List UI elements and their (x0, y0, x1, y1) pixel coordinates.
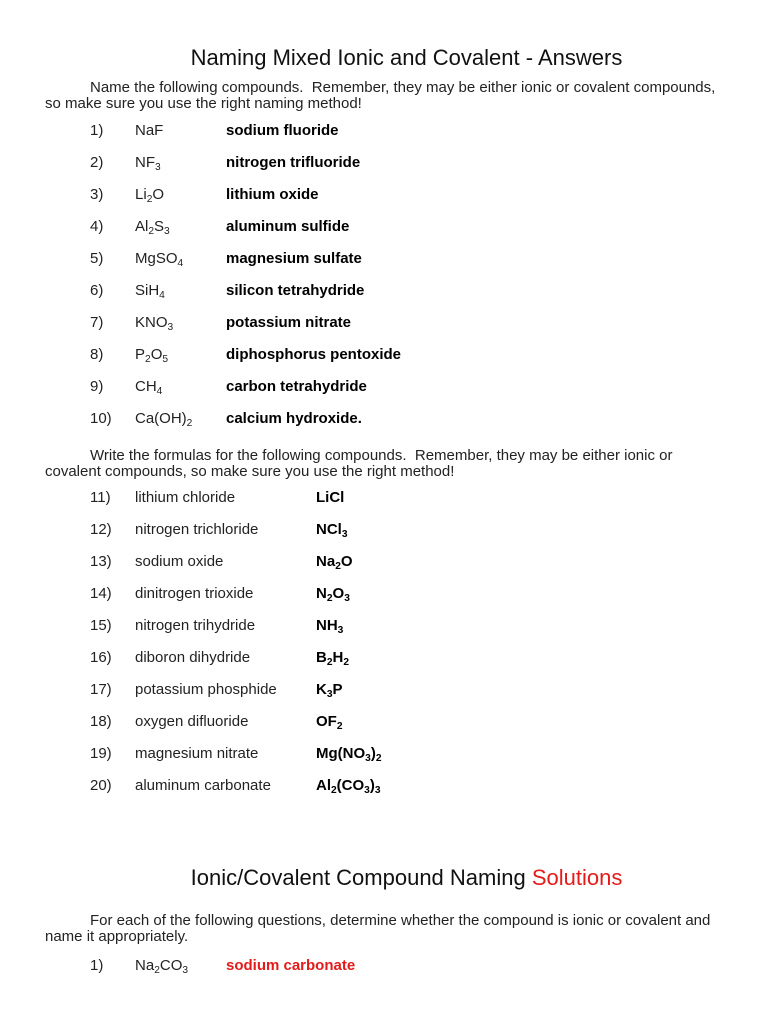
question-row (0, 218, 768, 236)
question-row (0, 122, 768, 140)
answer-formula: $B_2H_2$ (316, 649, 350, 669)
answer-name: diphosphorus pentoxide (226, 346, 401, 363)
question-row (0, 649, 768, 667)
question-row (0, 681, 768, 699)
answer-formula: $Na_2O$ (316, 553, 353, 573)
question-row (0, 957, 768, 975)
question-number: 20) (90, 777, 112, 794)
question-row (0, 553, 768, 571)
formula-instructions-line: Write the formulas for the following compounds. Remember, they may be either ionic or (90, 447, 673, 464)
answer-name: calcium hydroxide. (226, 410, 362, 427)
compound-name: sodium oxide (135, 553, 224, 570)
answer-name: lithium oxide (226, 186, 319, 203)
question-row (0, 777, 768, 795)
compound-name: diboron dihydride (135, 649, 251, 666)
naming-instructions-line: Name the following compounds. Remember, they may be either ionic or covalent compounds, (90, 79, 716, 96)
question-row (0, 521, 768, 539)
answer-formula: $Al_2(CO_3)_3$ (316, 777, 381, 797)
compound-name: magnesium nitrate (135, 745, 259, 762)
compound-formula: $NF_3$ (135, 154, 161, 174)
naming-question-list (0, 122, 768, 430)
compound-name: aluminum carbonate (135, 777, 271, 794)
question-number: 5) (90, 250, 104, 267)
answer-formula: $OF_2$ (316, 713, 343, 733)
question-number: 15) (90, 617, 112, 634)
naming-instructions-line: so make sure you use the right naming method! (45, 95, 362, 112)
question-number: 14) (90, 585, 112, 602)
answer-formula: $N_2O_3$ (316, 585, 350, 605)
answer-name: aluminum sulfide (226, 218, 350, 235)
answer-name: sodium fluoride (226, 122, 339, 139)
answer-name: sodium carbonate (226, 957, 356, 974)
answer-name: nitrogen trifluoride (226, 154, 361, 171)
compound-formula: SiH$_4$ (135, 282, 165, 302)
question-number: 16) (90, 649, 112, 666)
compound-name: potassium phosphide (135, 681, 277, 698)
compound-name: nitrogen trichloride (135, 521, 259, 538)
question-number: 13) (90, 553, 112, 570)
question-number: 19) (90, 745, 112, 762)
question-row (0, 186, 768, 204)
question-row (0, 585, 768, 603)
compound-formula: $KNO_3$ (135, 314, 174, 334)
question-row (0, 250, 768, 268)
solutions-title-text: Ionic/Covalent Compound Naming (190, 865, 526, 890)
solutions-title (45, 865, 768, 891)
answer-name: carbon tetrahydride (226, 378, 367, 395)
compound-name: nitrogen trihydride (135, 617, 256, 634)
answer-name: potassium nitrate (226, 314, 352, 331)
question-row (0, 154, 768, 172)
compound-formula: $Al_2S_3$ (135, 218, 170, 238)
compound-formula: $Li_2O$ (135, 186, 165, 206)
compound-formula: NaF (135, 122, 164, 139)
question-number: 10) (90, 410, 112, 427)
question-number: 3) (90, 186, 104, 203)
question-number: 12) (90, 521, 112, 538)
question-row (0, 346, 768, 364)
answer-formula: NCl$_3$ (316, 521, 348, 541)
question-row (0, 314, 768, 332)
answer-formula: $NH_3$ (316, 617, 344, 637)
question-number: 6) (90, 282, 104, 299)
answer-formula: $Mg(NO_3)_2$ (316, 745, 382, 765)
question-row (0, 713, 768, 731)
formula-instructions-line: covalent compounds, so make sure you use the right method! (45, 463, 455, 480)
question-row (0, 489, 768, 507)
solutions-instructions-line: For each of the following questions, determine whether the compound is ionic or covalent and (90, 912, 711, 929)
compound-formula: $Ca(OH)_2$ (135, 410, 193, 430)
question-row (0, 378, 768, 396)
answer-formula: $K_3P$ (316, 681, 343, 701)
question-number: 17) (90, 681, 112, 698)
question-number: 8) (90, 346, 104, 363)
question-number: 7) (90, 314, 104, 331)
compound-name: lithium chloride (135, 489, 236, 506)
formula-question-list (0, 489, 768, 797)
question-number: 4) (90, 218, 104, 235)
answer-formula: LiCl (316, 489, 345, 506)
answer-name: magnesium sulfate (226, 250, 362, 267)
compound-formula: $CH_4$ (135, 378, 163, 398)
question-row (0, 282, 768, 300)
question-row (0, 617, 768, 635)
question-number: 9) (90, 378, 104, 395)
question-row (0, 410, 768, 428)
compound-formula: $P_2O_5$ (135, 346, 169, 366)
compound-formula: MgSO$_4$ (135, 250, 184, 270)
question-number: 1) (90, 957, 104, 974)
answer-name: silicon tetrahydride (226, 282, 365, 299)
compound-name: oxygen difluoride (135, 713, 249, 730)
question-number: 1) (90, 122, 104, 139)
solutions-instructions-line: name it appropriately. (45, 928, 189, 945)
solutions-title-highlight: Solutions (531, 865, 623, 890)
question-number: 18) (90, 713, 112, 730)
compound-name: dinitrogen trioxide (135, 585, 254, 602)
page-title: Naming Mixed Ionic and Covalent - Answers (190, 45, 623, 70)
compound-formula: $Na_2CO_3$ (135, 957, 189, 977)
question-number: 11) (90, 489, 111, 506)
question-number: 2) (90, 154, 104, 171)
question-row (0, 745, 768, 763)
solutions-question-list (0, 957, 768, 977)
